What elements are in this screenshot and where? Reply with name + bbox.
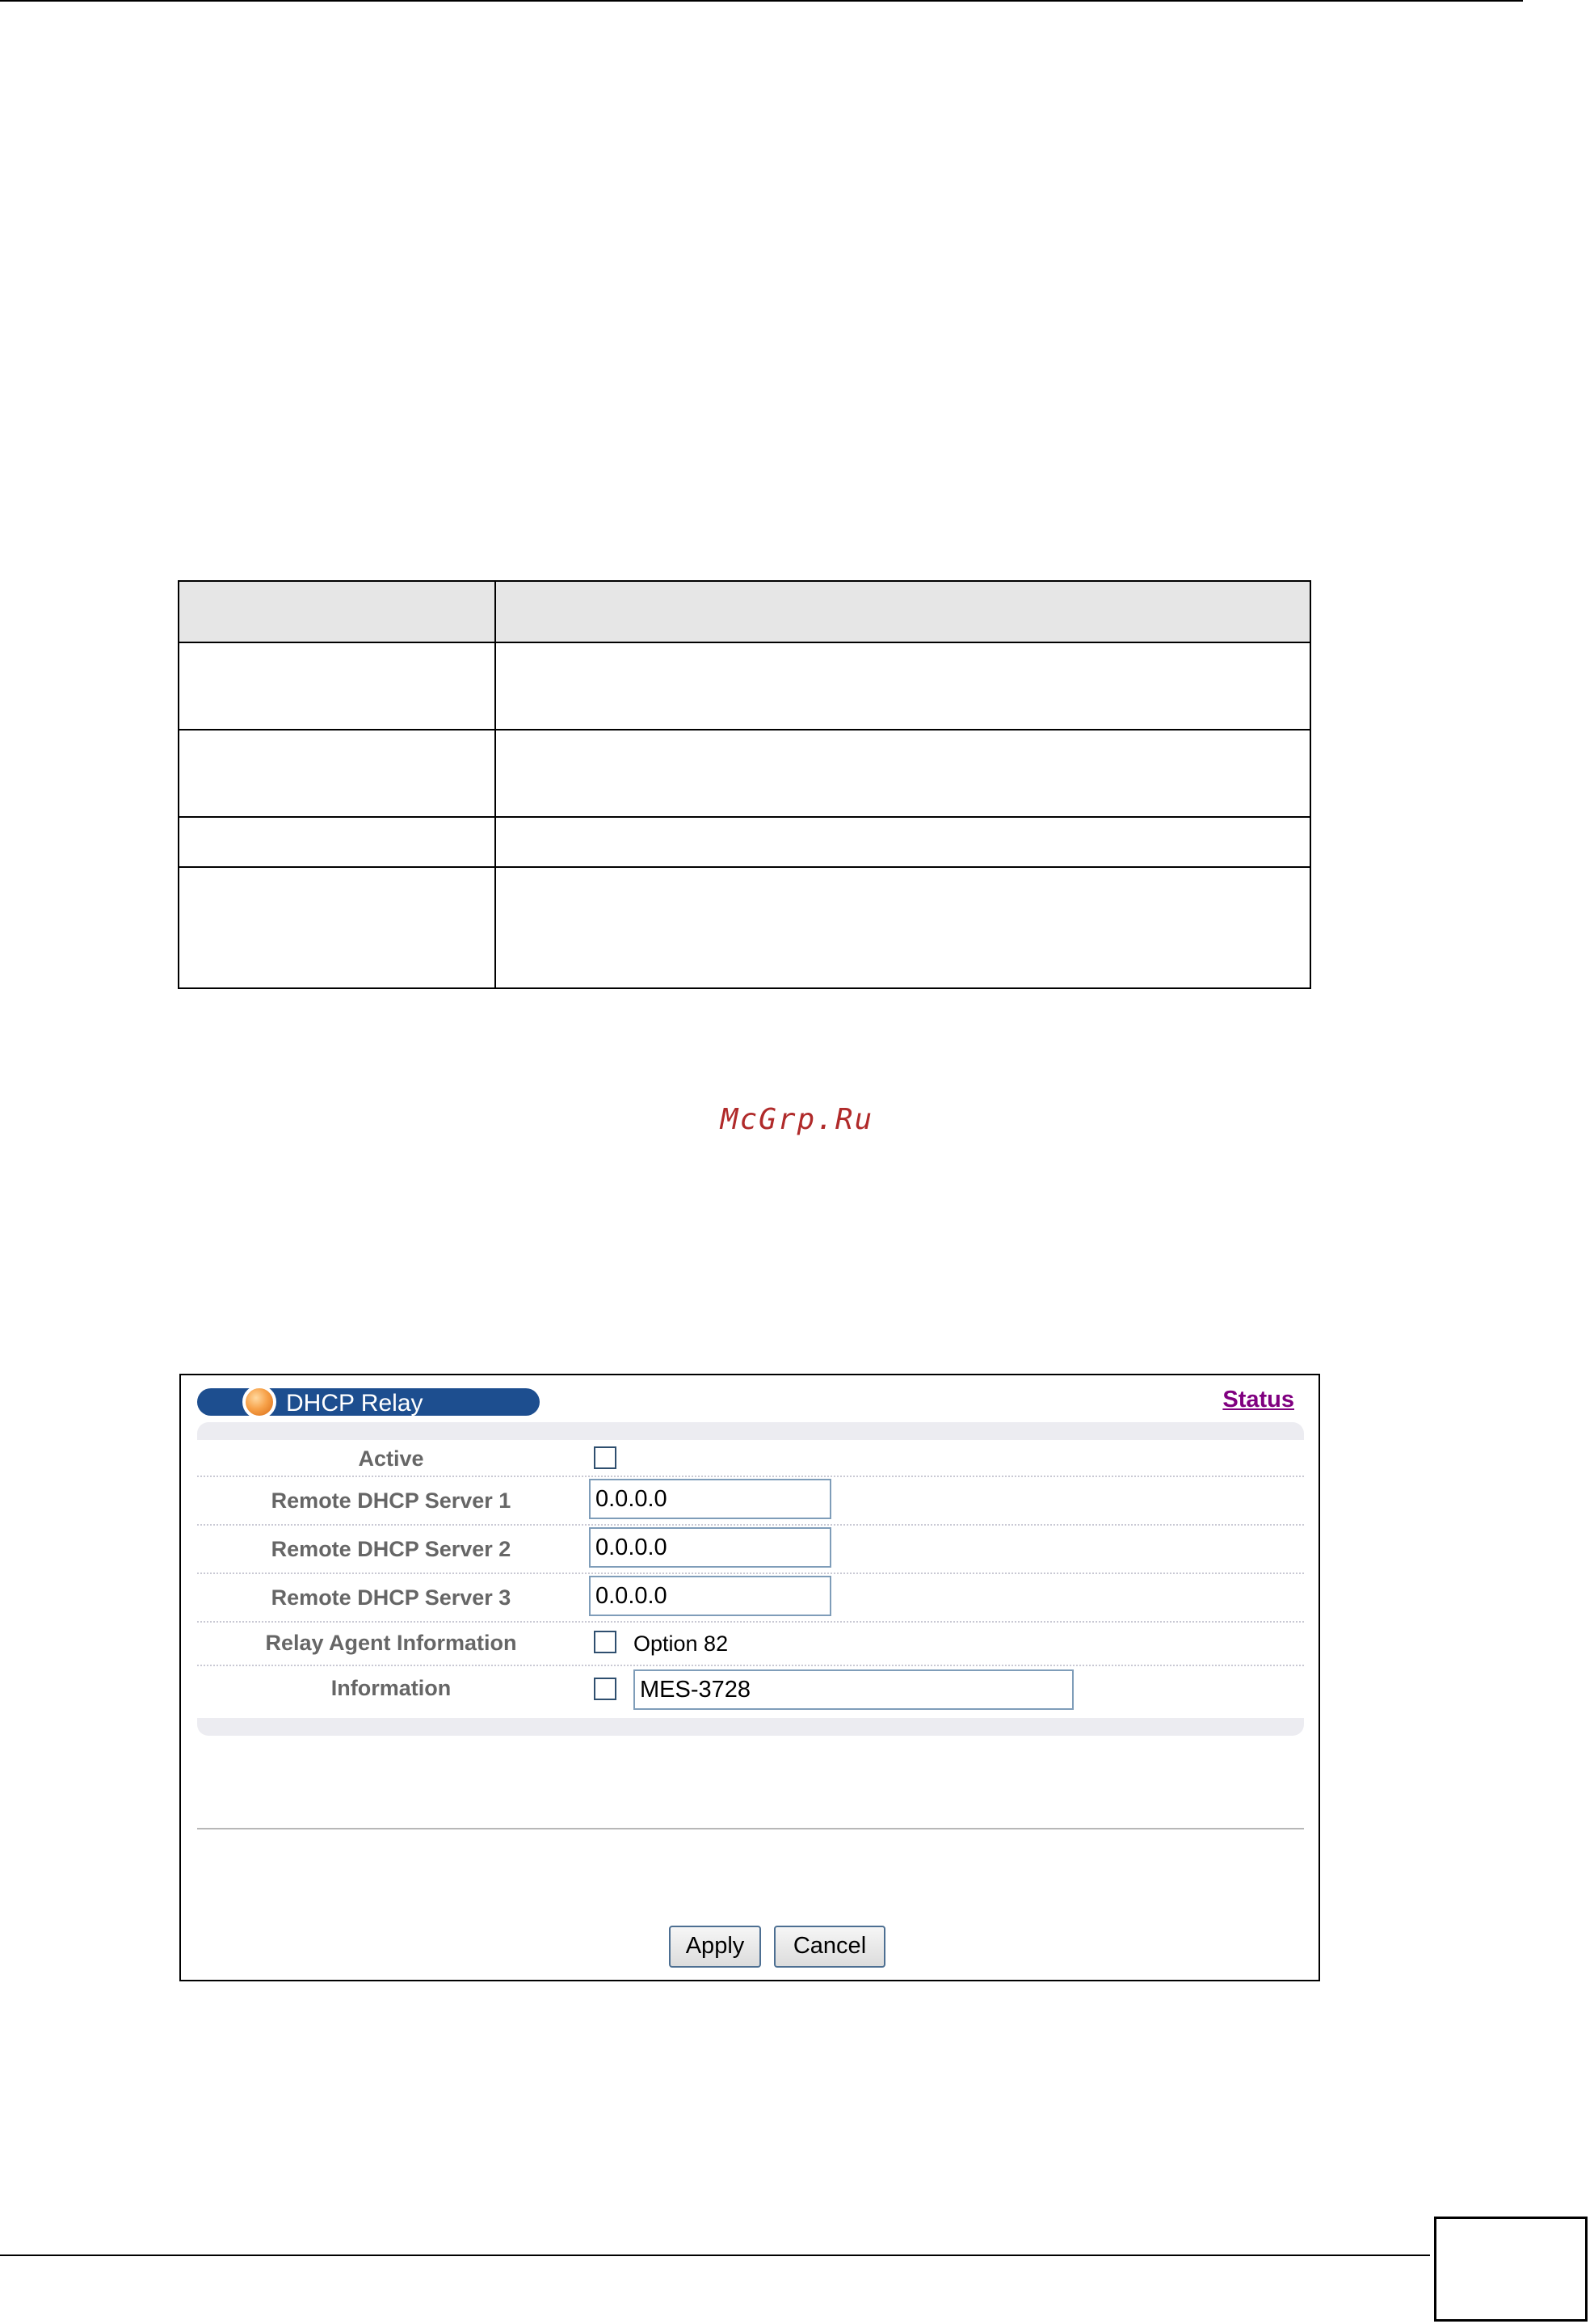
server3-row [197, 1572, 1304, 1623]
relay-form-panel [197, 1422, 1304, 1736]
table-cell [179, 817, 495, 867]
information-checkbox[interactable] [594, 1678, 616, 1700]
screen-title: DHCP Relay [286, 1390, 423, 1417]
relay-agent-label: Relay Agent Information [265, 1631, 517, 1655]
table-row [179, 867, 1310, 988]
server2-label: Remote DHCP Server 2 [271, 1537, 511, 1561]
apply-button[interactable]: Apply [669, 1926, 761, 1968]
footer-rule [0, 2255, 1430, 2256]
table-cell [495, 581, 1310, 642]
status-link[interactable]: Status [1222, 1387, 1294, 1413]
server3-input[interactable] [589, 1576, 831, 1616]
server2-input[interactable] [589, 1527, 831, 1568]
information-input[interactable] [633, 1669, 1074, 1710]
page-number-box [1434, 2217, 1588, 2322]
server1-row [197, 1476, 1304, 1526]
option82-label: Option 82 [633, 1631, 729, 1656]
dhcp-relay-screenshot [179, 1374, 1320, 1981]
table-row [179, 817, 1310, 867]
relay-form [197, 1440, 1304, 1718]
orange-ball-icon [242, 1385, 276, 1419]
divider [197, 1828, 1304, 1829]
active-row [197, 1440, 1304, 1477]
table-cell [179, 867, 495, 988]
server1-input[interactable] [589, 1479, 831, 1519]
information-label: Information [330, 1676, 452, 1700]
table-cell [179, 730, 495, 817]
table-cell [179, 581, 495, 642]
server1-label: Remote DHCP Server 1 [271, 1488, 511, 1513]
relay-agent-row [197, 1621, 1304, 1666]
table-cell [495, 730, 1310, 817]
description-table [178, 580, 1311, 989]
table-cell [495, 867, 1310, 988]
server3-label: Remote DHCP Server 3 [271, 1585, 511, 1610]
server2-row [197, 1524, 1304, 1574]
table-cell [179, 642, 495, 730]
header-rule [0, 0, 1523, 2]
table-row [179, 730, 1310, 817]
table-row [179, 642, 1310, 730]
watermark: McGrp.Ru [720, 1103, 874, 1136]
screen-title-bar [197, 1388, 540, 1416]
cancel-button[interactable]: Cancel [774, 1926, 885, 1968]
table-cell [495, 817, 1310, 867]
information-row [197, 1665, 1304, 1718]
option82-checkbox[interactable] [594, 1631, 616, 1653]
active-checkbox[interactable] [594, 1446, 616, 1469]
table-cell [495, 642, 1310, 730]
table-header-row [179, 581, 1310, 642]
active-label: Active [358, 1446, 424, 1471]
